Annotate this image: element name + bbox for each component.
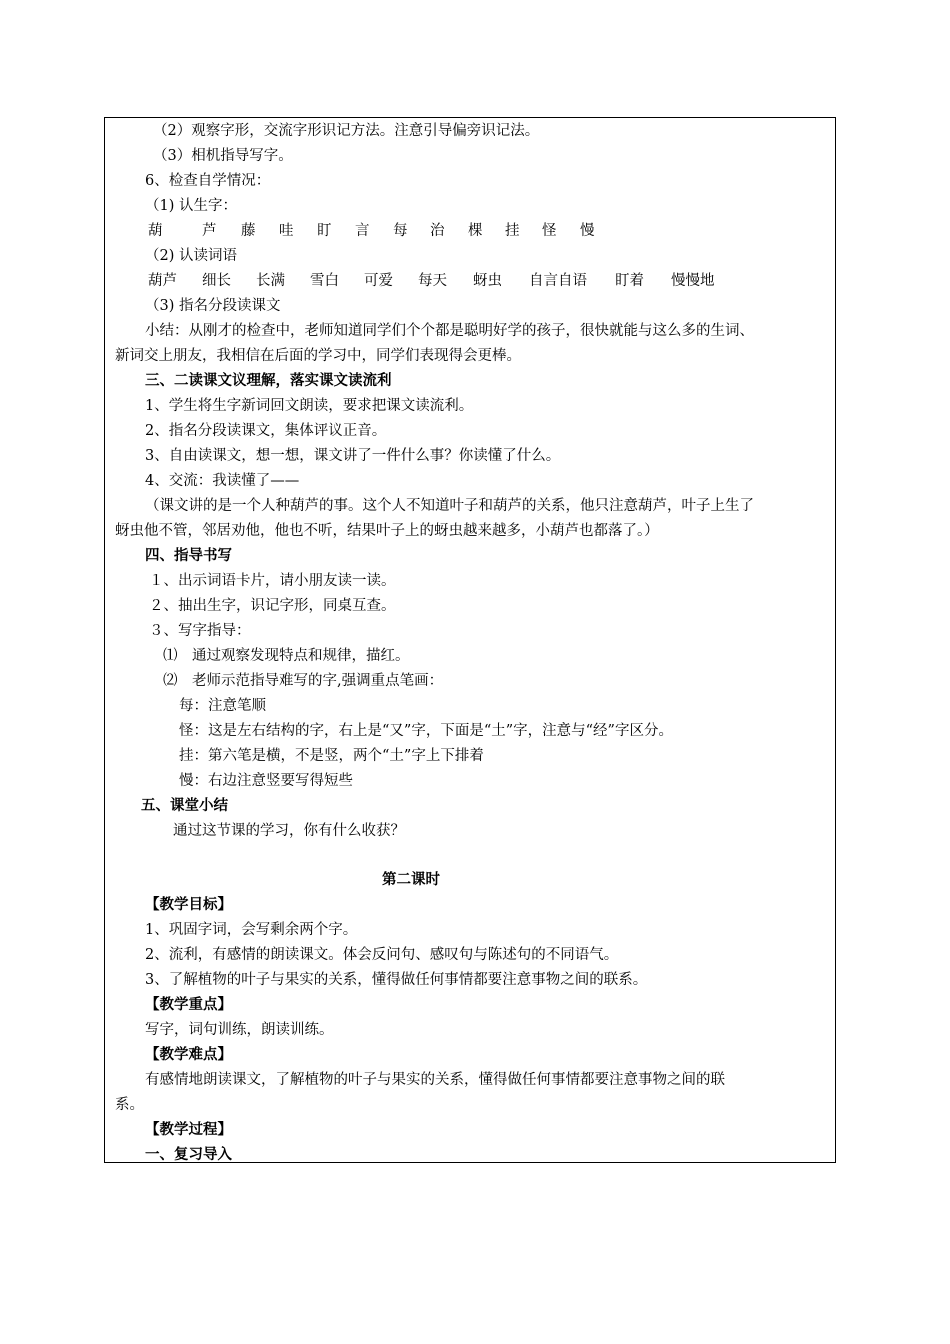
section-heading: 三、二读课文议理解，落实课文读流利 <box>145 372 392 389</box>
text-line: 2、指名分段读课文，集体评议正音。 <box>145 423 387 439</box>
text-line: 新词交上朋友，我相信在后面的学习中，同学们表现得会更棒。 <box>115 348 521 364</box>
text-line: 挂：第六笔是横，不是竖，两个“土”字上下排着 <box>179 748 484 764</box>
section-heading: 【教学目标】 <box>145 896 232 913</box>
text-line: 慢：右边注意竖要写得短些 <box>179 773 353 789</box>
text-line: 有感情地朗读课文，了解植物的叶子与果实的关系，懂得做任何事情都要注意事物之间的联 <box>145 1072 725 1088</box>
lesson-table-cell <box>104 117 836 1163</box>
text-line: 4、交流：我读懂了—— <box>145 473 300 489</box>
text-line: 怪：这是左右结构的字，右上是“又”字，下面是“土”字，注意与“经”字区分。 <box>179 723 673 739</box>
word: 自言自语 <box>529 273 587 289</box>
text-line: 2、流利，有感情的朗读课文。体会反问句、感叹句与陈述句的不同语气。 <box>145 947 619 963</box>
section-heading: 四、指导书写 <box>145 547 232 564</box>
text-line: 系。 <box>115 1097 144 1113</box>
character: 藤 <box>241 223 256 239</box>
word: 雪白 <box>310 273 339 289</box>
character: 治 <box>430 223 445 239</box>
word: 盯着 <box>615 273 644 289</box>
section-heading: 【教学难点】 <box>145 1046 232 1063</box>
section-heading: 五、课堂小结 <box>141 797 228 814</box>
text-line: （3）相机指导写字。 <box>153 148 293 164</box>
text-line: 小结：从刚才的检查中，老师知道同学们个个都是聪明好学的孩子，很快就能与这么多的生词、 <box>145 323 754 339</box>
character: 怪 <box>542 223 557 239</box>
text-line: （课文讲的是一个人种葫芦的事。这个人不知道叶子和葫芦的关系，他只注意葫芦，叶子上生了 <box>145 498 754 514</box>
section-heading: 【教学过程】 <box>145 1121 232 1138</box>
character: 盯 <box>317 223 332 239</box>
character: 言 <box>355 223 370 239</box>
character: 棵 <box>468 223 483 239</box>
text-line: ３、写字指导： <box>149 623 251 639</box>
lesson-title: 第二课时 <box>382 871 440 888</box>
text-line: 通过这节课的学习，你有什么收获？ <box>173 823 405 839</box>
word: 葫芦 <box>148 273 177 289</box>
character: 葫 <box>148 223 163 239</box>
text-line: 每：注意笔顺 <box>179 698 266 714</box>
text-line: （3) 指名分段读课文 <box>145 298 281 314</box>
text-line: １、出示词语卡片，请小朋友读一读。 <box>149 573 396 589</box>
text-line: 写字，词句训练，朗读训练。 <box>145 1022 334 1038</box>
word: 细长 <box>202 273 231 289</box>
word: 可爱 <box>364 273 393 289</box>
section-heading: 一、复习导入 <box>145 1146 232 1163</box>
word: 慢慢地 <box>671 273 715 289</box>
character: 每 <box>393 223 408 239</box>
text-line: 6、检查自学情况： <box>145 173 271 189</box>
section-heading: 【教学重点】 <box>145 996 232 1013</box>
character: 挂 <box>505 223 520 239</box>
text-line: ⑵ 老师示范指导难写的字,强调重点笔画： <box>163 673 444 689</box>
character: 慢 <box>580 223 595 239</box>
text-line: （2) 认读词语 <box>145 248 237 264</box>
text-line: ⑴ 通过观察发现特点和规律，描红。 <box>163 648 410 664</box>
word: 蚜虫 <box>473 273 502 289</box>
character: 芦 <box>202 223 217 239</box>
text-line: 蚜虫他不管，邻居劝他，他也不听，结果叶子上的蚜虫越来越多，小葫芦也都落了。） <box>115 523 659 539</box>
text-line: 3、自由读课文，想一想，课文讲了一件什么事？你读懂了什么。 <box>145 448 561 464</box>
character: 哇 <box>279 223 294 239</box>
word: 长满 <box>256 273 285 289</box>
text-line: （1) 认生字： <box>145 198 237 214</box>
text-line: （2）观察字形，交流字形识记方法。注意引导偏旁识记法。 <box>153 123 540 139</box>
text-line: ２、抽出生字，识记字形，同桌互查。 <box>149 598 396 614</box>
text-line: 1、学生将生字新词回文朗读，要求把课文读流利。 <box>145 398 474 414</box>
text-line: 1、巩固字词，会写剩余两个字。 <box>145 922 358 938</box>
word: 每天 <box>418 273 447 289</box>
text-line: 3、了解植物的叶子与果实的关系，懂得做任何事情都要注意事物之间的联系。 <box>145 972 648 988</box>
